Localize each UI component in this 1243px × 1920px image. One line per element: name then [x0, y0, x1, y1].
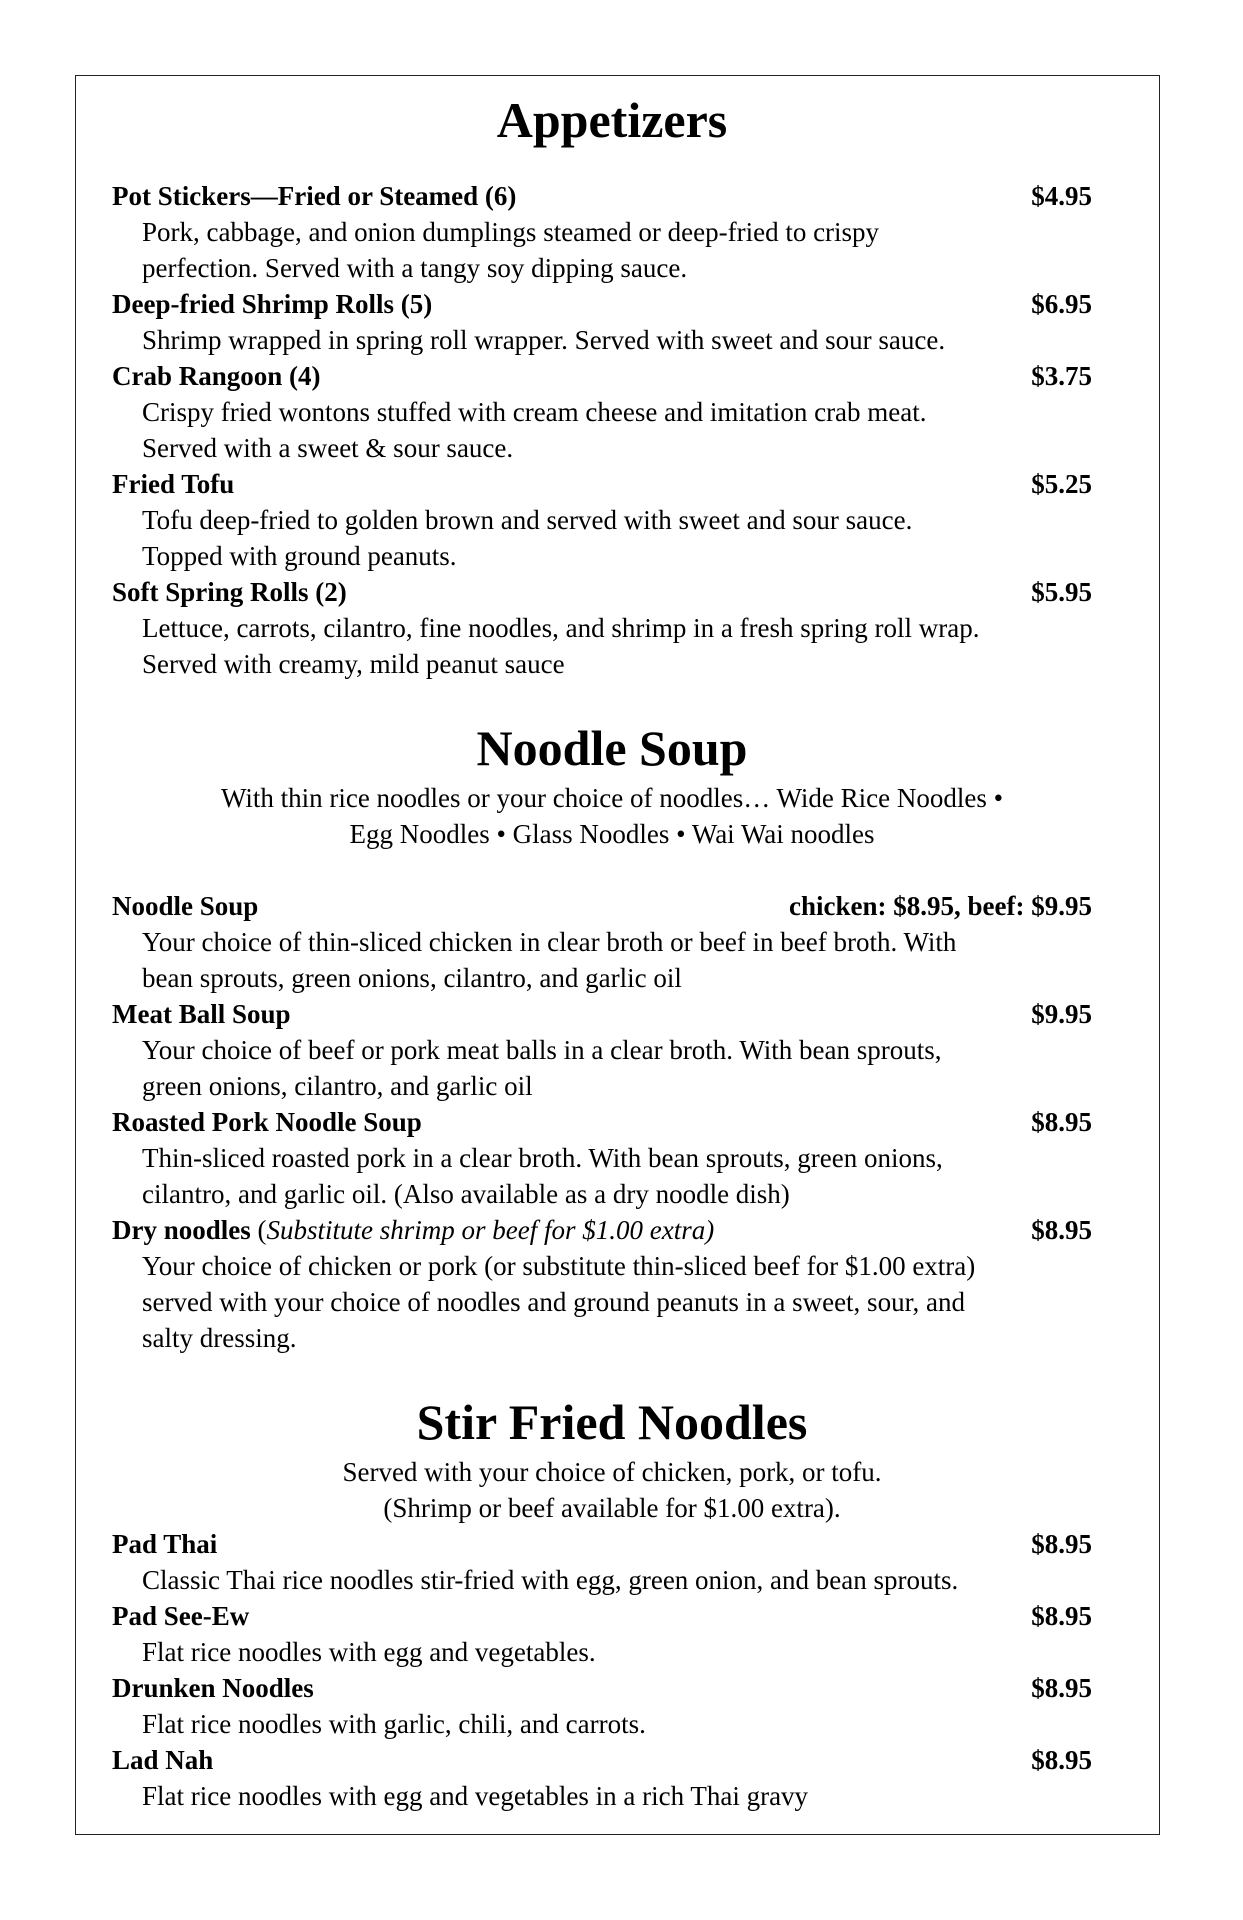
item-price: $3.75 — [1031, 361, 1092, 391]
item-price: $9.95 — [1031, 999, 1092, 1029]
item-description: Flat rice noodles with egg and vegetables in a rich Thai gravy — [142, 1781, 809, 1811]
menu-item — [112, 1598, 1112, 1670]
section-subtitle: With thin rice noodles or your choice of noodles… Wide Rice Noodles • Egg Noodles • Glass Noodles • Wai Wai noodles — [220, 783, 1004, 849]
item-name: Crab Rangoon (4) — [112, 361, 321, 391]
item-name: Drunken Noodles — [112, 1673, 314, 1703]
menu-page — [112, 88, 1112, 1814]
item-price: $8.95 — [1031, 1529, 1092, 1559]
item-name: Meat Ball Soup — [112, 999, 291, 1029]
item-description: Your choice of beef or pork meat balls in a clear broth. With bean sprouts, green onions, cilantro, and garlic oil — [142, 1035, 942, 1101]
item-name: Pot Stickers—Fried or Steamed (6) — [112, 181, 517, 211]
item-description: Tofu deep-fried to golden brown and served with sweet and sour sauce. Topped with ground peanuts. — [142, 505, 913, 571]
item-description: Flat rice noodles with egg and vegetables. — [142, 1637, 596, 1667]
appetizers-section — [112, 88, 1112, 682]
item-note-paren: ( — [250, 1215, 267, 1245]
item-price: chicken: $8.95, beef: $9.95 — [789, 891, 1092, 921]
item-note: Substitute shrimp or beef for $1.00 extra) — [266, 1215, 715, 1245]
item-name: Pad See-Ew — [112, 1601, 250, 1631]
item-description: Classic Thai rice noodles stir-fried with egg, green onion, and bean sprouts. — [142, 1565, 959, 1595]
menu-item — [112, 286, 1112, 358]
item-description: Lettuce, carrots, cilantro, fine noodles, and shrimp in a fresh spring roll wrap. Served with creamy, mild peanut sauce — [142, 613, 980, 679]
item-name: Dry noodles — [112, 1215, 251, 1245]
item-price: $8.95 — [1031, 1745, 1092, 1775]
item-price: $6.95 — [1031, 289, 1092, 319]
menu-item — [112, 1212, 1112, 1356]
item-name: Soft Spring Rolls (2) — [112, 577, 347, 607]
section-title: Stir Fried Noodles — [416, 1394, 808, 1450]
menu-item — [112, 1742, 1112, 1814]
menu-item — [112, 1670, 1112, 1742]
menu-item — [112, 466, 1112, 574]
section-title: Appetizers — [496, 92, 728, 148]
menu-item — [112, 996, 1112, 1104]
item-description: Your choice of thin-sliced chicken in clear broth or beef in beef broth. With bean sprouts, green onions, cilantro, and garlic oil — [142, 927, 957, 993]
item-description: Pork, cabbage, and onion dumplings steamed or deep-fried to crispy perfection. Served with a tangy soy dipping sauce. — [142, 217, 880, 283]
menu-item — [112, 178, 1112, 286]
item-description: Thin-sliced roasted pork in a clear broth. With bean sprouts, green onions, cilantro, and garlic oil. (Also available as a dry noodle dish) — [142, 1143, 943, 1209]
item-price: $8.95 — [1031, 1215, 1092, 1245]
menu-item — [112, 574, 1112, 682]
item-price: $8.95 — [1031, 1601, 1092, 1631]
stir-fried-noodles-section — [112, 1390, 1112, 1814]
noodle-soup-section — [112, 716, 1112, 1356]
section-subtitle: Served with your choice of chicken, pork, or tofu. (Shrimp or beef available for $1.00 extra). — [342, 1457, 882, 1523]
item-name: Roasted Pork Noodle Soup — [112, 1107, 422, 1137]
item-name: Noodle Soup — [112, 891, 259, 921]
section-title: Noodle Soup — [476, 720, 748, 776]
item-description: Shrimp wrapped in spring roll wrapper. Served with sweet and sour sauce. — [142, 325, 946, 355]
menu-item — [112, 358, 1112, 466]
item-description: Crispy fried wontons stuffed with cream cheese and imitation crab meat. Served with a sweet & sour sauce. — [142, 397, 927, 463]
item-price: $4.95 — [1031, 181, 1092, 211]
menu-item — [112, 888, 1112, 996]
menu-item — [112, 1104, 1112, 1212]
item-price: $5.25 — [1031, 469, 1092, 499]
item-name: Fried Tofu — [112, 469, 235, 499]
item-price: $5.95 — [1031, 577, 1092, 607]
item-description: Your choice of chicken or pork (or substitute thin-sliced beef for $1.00 extra) served with your choice of noodles and ground peanuts in a sweet, sour, and salty dressing. — [142, 1251, 976, 1353]
item-name: Lad Nah — [112, 1745, 214, 1775]
item-price: $8.95 — [1031, 1673, 1092, 1703]
menu-item — [112, 1526, 1112, 1598]
item-price: $8.95 — [1031, 1107, 1092, 1137]
item-name: Pad Thai — [112, 1529, 218, 1559]
item-description: Flat rice noodles with garlic, chili, and carrots. — [142, 1709, 646, 1739]
item-name: Deep-fried Shrimp Rolls (5) — [112, 289, 433, 319]
